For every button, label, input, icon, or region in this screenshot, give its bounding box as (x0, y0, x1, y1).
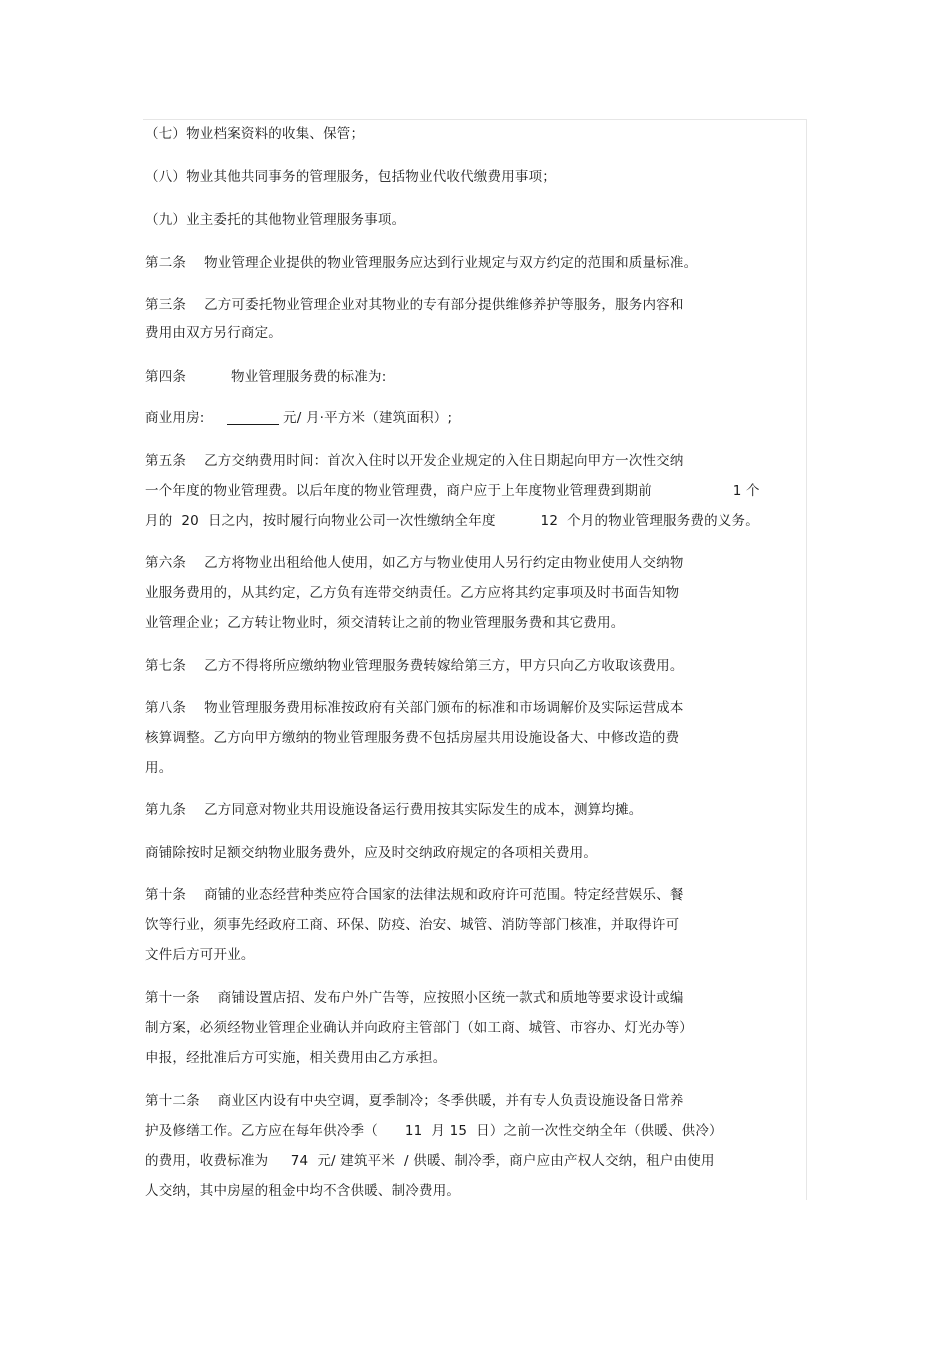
article-12-line-2: 护及修缮工作。乙方应在每年供冷季（ 11 月 15 日）之前一次性交纳全年（供暖、供冷） (145, 1123, 723, 1139)
article-5-line-3: 月的 20 日之内，按时履行向物业公司一次性缴纳全年度 12 个月的物业管理服务费的义务。 (145, 513, 759, 529)
article-8-line-1: 第八条 物业管理服务费用标准按政府有关部门颁布的标准和市场调解价及实际运营成本 (145, 700, 684, 716)
article-6-line-1: 第六条 乙方将物业出租给他人使用，如乙方与物业使用人另行约定由物业使用人交纳物 (145, 555, 684, 571)
article-12-line-4: 人交纳，其中房屋的租金中均不含供暖、制冷费用。 (145, 1183, 461, 1199)
article-4: 第四条 物业管理服务费的标准为: (145, 369, 387, 385)
clause-item-7: （七）物业档案资料的收集、保管； (145, 126, 365, 142)
article-10-line-1: 第十条 商铺的业态经营种类应符合国家的法律法规和政府许可范围。特定经营娱乐、餐 (145, 887, 684, 903)
article-7: 第七条 乙方不得将所应缴纳物业管理服务费转嫁给第三方，甲方只向乙方收取该费用。 (145, 658, 684, 674)
clause-item-8: （八）物业其他共同事务的管理服务，包括物业代收代缴费用事项； (145, 169, 556, 185)
article-2: 第二条 物业管理企业提供的物业管理服务应达到行业规定与双方约定的范围和质量标准。 (145, 255, 698, 271)
article-8-line-3: 用。 (145, 760, 173, 776)
fee-unit: 元/ 月·平方米（建筑面积）; (283, 410, 453, 426)
commercial-housing-label: 商业用房: (145, 410, 205, 426)
article-6-line-2: 业服务费用的，从其约定，乙方负有连带交纳责任。乙方应将其约定事项及时书面告知物 (145, 585, 680, 601)
article-5-line-2: 一个年度的物业管理费。以后年度的物业管理费，商户应于上年度物业管理费到期前 1 个 (145, 483, 760, 499)
fee-blank (227, 410, 279, 425)
article-10-line-2: 饮等行业，须事先经政府工商、环保、防疫、治安、城管、消防等部门核准，并取得许可 (145, 917, 680, 933)
article-11-line-1: 第十一条 商铺设置店招、发布户外广告等，应按照小区统一款式和质地等要求设计或编 (145, 990, 684, 1006)
article-10-line-3: 文件后方可开业。 (145, 947, 255, 963)
clause-item-9: （九）业主委托的其他物业管理服务事项。 (145, 212, 406, 228)
article-8-line-2: 核算调整。乙方向甲方缴纳的物业管理服务费不包括房屋共用设施设备大、中修改造的费 (145, 730, 680, 746)
article-11-line-3: 申报，经批准后方可实施，相关费用由乙方承担。 (145, 1050, 447, 1066)
article-9: 第九条 乙方同意对物业共用设施设备运行费用按其实际发生的成本，测算均摊。 (145, 802, 643, 818)
article-3-line-1: 第三条 乙方可委托物业管理企业对其物业的专有部分提供维修养护等服务，服务内容和 (145, 297, 684, 313)
article-5-line-1: 第五条 乙方交纳费用时间：首次入住时以开发企业规定的入住日期起向甲方一次性交纳 (145, 453, 684, 469)
article-12-line-3: 的费用，收费标准为 74 元/ 建筑平米 / 供暖、制冷季，商户应由产权人交纳，租户由使用 (145, 1153, 715, 1169)
article-6-line-3: 业管理企业；乙方转让物业时，须交清转让之前的物业管理服务费和其它费用。 (145, 615, 625, 631)
article-3-line-2: 费用由双方另行商定。 (145, 325, 282, 341)
commercial-fee-line (145, 409, 452, 427)
article-12-line-1: 第十二条 商业区内设有中央空调，夏季制冷；冬季供暖，并有专人负责设施设备日常养 (145, 1093, 684, 1109)
shop-fees-note: 商铺除按时足额交纳物业服务费外，应及时交纳政府规定的各项相关费用。 (145, 845, 598, 861)
article-11-line-2: 制方案，必须经物业管理企业确认并向政府主管部门（如工商、城管、市容办、灯光办等） (145, 1020, 693, 1036)
